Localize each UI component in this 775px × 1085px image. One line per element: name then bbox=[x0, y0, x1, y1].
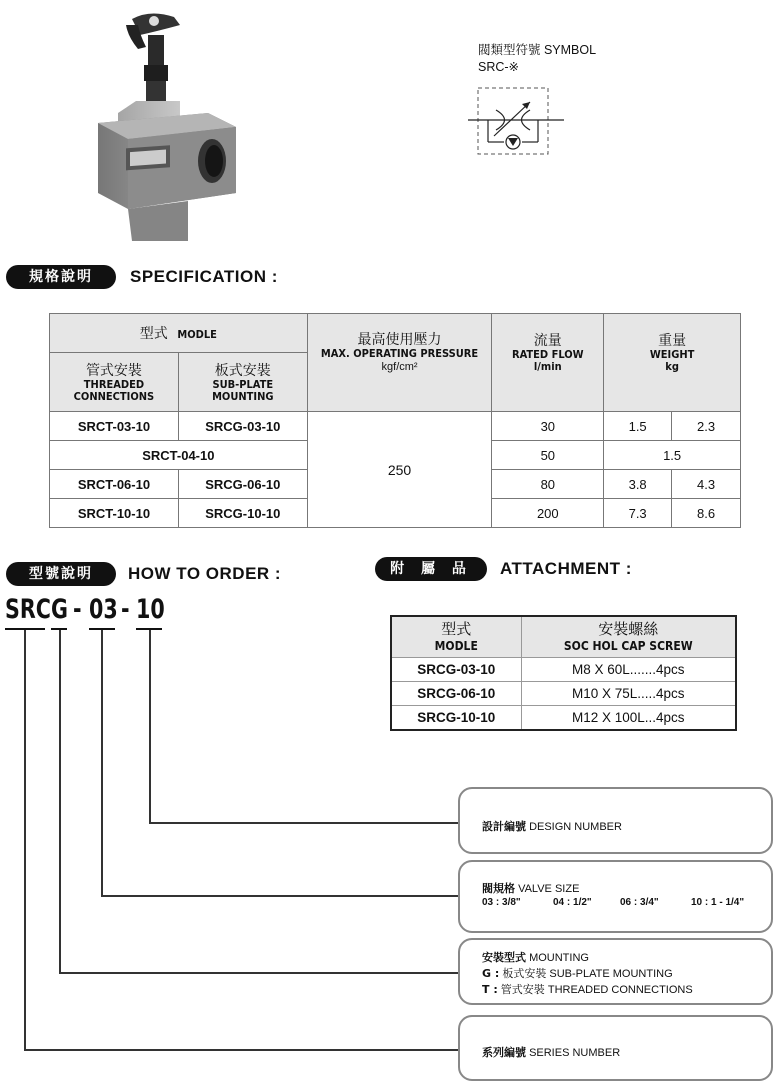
leader-line bbox=[149, 630, 151, 823]
threaded-model: SRCT-10-10 bbox=[50, 499, 179, 528]
weight-subplate: 8.6 bbox=[672, 499, 741, 528]
size-option: 04 : 1/2" bbox=[553, 897, 592, 908]
table-row bbox=[50, 412, 741, 441]
attachment-model: SRCG-06-10 bbox=[391, 682, 521, 706]
weight-threaded: 1.5 bbox=[604, 412, 672, 441]
spec-heading: SPECIFICATION : bbox=[130, 267, 278, 286]
subplate-model: SRCG-10-10 bbox=[178, 499, 307, 528]
mounting-option-t: T : 管式安裝 THREADED CONNECTIONS bbox=[482, 983, 693, 996]
model-header: 型式 MODLE bbox=[50, 314, 308, 353]
weight-header: 重量 WEIGHT kg bbox=[604, 314, 741, 412]
attachment-model: SRCG-03-10 bbox=[391, 658, 521, 682]
weight-value: 1.5 bbox=[604, 441, 741, 470]
leader-line bbox=[101, 895, 459, 897]
order-heading: HOW TO ORDER : bbox=[128, 564, 282, 583]
attachment-screw: M10 X 75L.....4pcs bbox=[521, 682, 736, 706]
spec-heading-badge: 規格說明 bbox=[6, 265, 116, 289]
flow-value: 80 bbox=[492, 470, 604, 499]
weight-subplate: 2.3 bbox=[672, 412, 741, 441]
spec-table bbox=[49, 313, 741, 528]
leader-line bbox=[24, 630, 26, 1050]
leader-line bbox=[24, 1049, 459, 1051]
pressure-value: 250 bbox=[307, 412, 492, 528]
threaded-model: SRCT-03-10 bbox=[50, 412, 179, 441]
threaded-model: SRCT-04-10 bbox=[50, 441, 308, 470]
size-option: 06 : 3/4" bbox=[620, 897, 659, 908]
design-number-label: 設計編號 DESIGN NUMBER bbox=[482, 820, 622, 833]
flow-value: 50 bbox=[492, 441, 604, 470]
code-size: 03 bbox=[89, 594, 118, 625]
code-design: 10 bbox=[136, 594, 165, 625]
attachment-model-header: 型式 MODLE bbox=[391, 616, 521, 658]
weight-threaded: 7.3 bbox=[604, 499, 672, 528]
leader-line bbox=[59, 972, 459, 974]
symbol-label bbox=[478, 42, 596, 76]
size-option: 03 : 3/8" bbox=[482, 897, 521, 908]
code-dash-2: - bbox=[121, 594, 130, 625]
flow-value: 30 bbox=[492, 412, 604, 441]
attachment-screw-header: 安裝螺絲 SOC HOL CAP SCREW bbox=[521, 616, 736, 658]
mounting-option-g: G : 板式安裝 SUB-PLATE MOUNTING bbox=[482, 967, 673, 980]
mounting-label: 安裝型式 MOUNTING bbox=[482, 951, 589, 964]
spec-header-row bbox=[50, 314, 741, 353]
subplate-header: 板式安裝 SUB-PLATE MOUNTING bbox=[178, 353, 307, 412]
table-row bbox=[391, 682, 736, 706]
symbol-code: SRC-※ bbox=[478, 60, 520, 74]
size-option: 10 : 1 - 1/4" bbox=[691, 897, 745, 908]
attachment-heading: ATTACHMENT : bbox=[500, 559, 632, 578]
valve-size-box bbox=[458, 860, 773, 933]
mounting-box bbox=[458, 938, 773, 1005]
leader-line bbox=[101, 630, 103, 896]
valve-product-image bbox=[88, 5, 253, 245]
table-row bbox=[391, 706, 736, 731]
attachment-table bbox=[390, 615, 737, 731]
leader-line bbox=[59, 630, 61, 973]
design-number-box bbox=[458, 787, 773, 854]
threaded-header: 管式安裝 THREADED CONNECTIONS bbox=[50, 353, 179, 412]
subplate-model: SRCG-06-10 bbox=[178, 470, 307, 499]
series-number-label: 系列編號 SERIES NUMBER bbox=[482, 1046, 621, 1059]
pressure-header: 最高使用壓力 MAX. OPERATING PRESSURE kgf/cm² bbox=[307, 314, 492, 412]
subplate-model: SRCG-03-10 bbox=[178, 412, 307, 441]
order-heading-badge: 型號說明 bbox=[6, 562, 116, 586]
flow-header: 流量 RATED FLOW l/min bbox=[492, 314, 604, 412]
code-series: SRC bbox=[5, 594, 51, 625]
table-row bbox=[391, 658, 736, 682]
series-number-box bbox=[458, 1015, 773, 1081]
attachment-heading-badge: 附 屬 品 bbox=[375, 557, 487, 581]
weight-subplate: 4.3 bbox=[672, 470, 741, 499]
leader-line bbox=[149, 822, 459, 824]
weight-threaded: 3.8 bbox=[604, 470, 672, 499]
flow-value: 200 bbox=[492, 499, 604, 528]
attachment-screw: M12 X 100L...4pcs bbox=[521, 706, 736, 731]
code-mounting: G bbox=[51, 594, 68, 625]
attachment-screw: M8 X 60L.......4pcs bbox=[521, 658, 736, 682]
attachment-model: SRCG-10-10 bbox=[391, 706, 521, 731]
hydraulic-symbol-icon bbox=[466, 82, 566, 162]
code-dash-1: - bbox=[73, 594, 82, 625]
symbol-title: 閥類型符號 SYMBOL bbox=[478, 43, 597, 57]
valve-size-label: 閥規格 VALVE SIZE bbox=[482, 882, 580, 895]
threaded-model: SRCT-06-10 bbox=[50, 470, 179, 499]
attachment-header-row bbox=[391, 616, 736, 658]
